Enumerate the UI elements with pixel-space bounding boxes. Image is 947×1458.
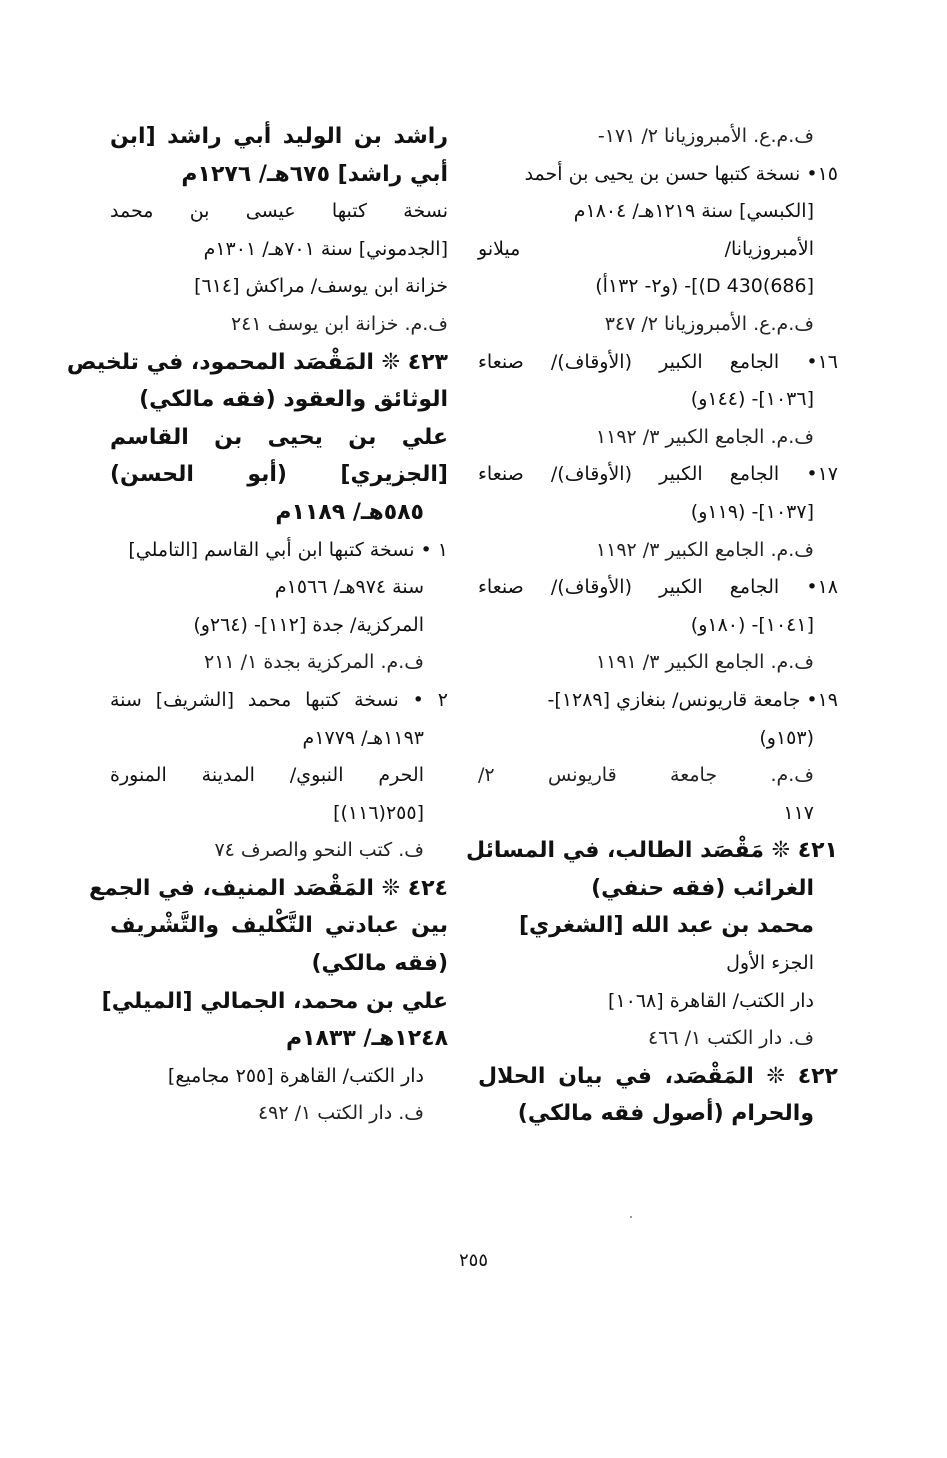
right-column-line: ١٦• الجامع الكبير (الأوقاف)/ صنعاء [478, 350, 838, 373]
right-column-line: ٤٢١ ❊ مَقْصَد الطالب، في المسائل [465, 838, 838, 864]
left-column-line: ٤٢٣ ❊ المَقْصَد المحمود، في تلخيص [66, 349, 448, 375]
right-column-line: ١٩• جامعة قاريونس/ بنغازي [١٢٨٩]- [547, 688, 838, 711]
right-column-line: ف.م. جامعة قاريونس ٢/ [478, 764, 814, 787]
left-column-line: [٢٥٥(١١٦)] [333, 801, 424, 824]
right-column-line: [الكبسي] سنة ١٢١٩هـ/ ١٨٠٤م [573, 200, 814, 223]
right-column-line: [١٠٣٧]- (١١٩و) [690, 500, 814, 523]
left-column-line: ٤٢٤ ❊ المَقْصَد المنيف، في الجمع [89, 875, 448, 901]
right-column-line: دار الكتب/ القاهرة [١٠٦٨] [608, 989, 814, 1012]
left-column-line: راشد بن الوليد أبي راشد [ابن [110, 124, 448, 149]
left-column-line: أبي راشد] ٦٧٥هـ/ ١٢٧٦م [181, 161, 448, 187]
left-column-line: نسخة كتبها عيسى بن محمد [110, 200, 448, 223]
left-column-line: [الجدموني] سنة ٧٠١هـ/ ١٣٠١م [203, 237, 448, 260]
left-column-line: ف.م. خزانة ابن يوسف ٢٤١ [230, 312, 448, 335]
right-column-line: والحرام (أصول فقه مالكي) [517, 1101, 814, 1127]
left-column [66, 118, 448, 1133]
left-column-line: علي بن محمد، الجمالي [الميلي] [101, 988, 448, 1014]
right-column-line: [١٠٣٦]- (١٤٤و) [690, 388, 814, 411]
right-column-line: ف.م. الجامع الكبير ٣/ ١١٩١ [595, 651, 814, 674]
right-column-line: ف.م.ع. الأمبروزيانا ٢/ ١٧١- [597, 125, 814, 147]
left-column-line: (فقه مالكي) [311, 951, 448, 977]
left-column-line: ١٢٤٨هـ/ ١٨٣٣م [285, 1026, 448, 1052]
right-column-line: ١٨• الجامع الكبير (الأوقاف)/ صنعاء [478, 576, 838, 599]
left-column-line: ف.م. المركزية بجدة ١/ ٢١١ [204, 651, 424, 674]
left-column-line: علي بن يحيى بن القاسم [110, 424, 448, 450]
page-number: ٢٥٥ [458, 1250, 488, 1271]
right-column-line: ٤٢٢ ❊ المَقْصَد، في بيان الحلال [478, 1063, 838, 1089]
right-column-line: [686)D 430)]- (و٢- ١٣٢أ) [595, 275, 814, 298]
left-column-line: ف. دار الكتب ١/ ٤٩٢ [257, 1102, 424, 1125]
left-column-line: [الجزيري] (أبو الحسن) [110, 462, 448, 488]
left-column-line: ف. كتب النحو والصرف ٧٤ [214, 839, 424, 862]
left-column-line: الحرم النبوي/ المدينة المنورة [110, 764, 424, 787]
left-column-line: ٢ • نسخة كتبها محمد [الشريف] سنة [110, 688, 448, 711]
left-column-line: المركزية/ جدة [١١٢]- (٢٦٤و) [193, 613, 424, 636]
right-column-line: (١٥٣و) [759, 726, 814, 749]
right-column-line: ف.م.ع. الأمبروزيانا ٢/ ٣٤٧ [604, 312, 814, 335]
scan-speck [630, 1216, 632, 1218]
left-column-line: خزانة ابن يوسف/ مراكش [٦١٤] [194, 275, 448, 298]
right-column-line: ف.م. الجامع الكبير ٣/ ١١٩٢ [595, 425, 814, 448]
left-column-line: دار الكتب/ القاهرة [٢٥٥ مجاميع] [167, 1064, 424, 1087]
right-column-line: محمد بن عبد الله [الشغري] [518, 913, 814, 939]
right-column-line: ١١٧ [783, 801, 814, 824]
right-column-line: الجزء الأول [726, 952, 814, 975]
left-column-line: ٥٨٥هـ/ ١١٨٩م [275, 499, 424, 525]
right-column-line: ف.م. الجامع الكبير ٣/ ١١٩٢ [595, 538, 814, 561]
left-column-line: ١ • نسخة كتبها ابن أبي القاسم [التاملي] [128, 538, 448, 561]
left-column-line: ١١٩٣هـ/ ١٧٧٩م [302, 726, 424, 749]
right-column-line: ف. دار الكتب ١/ ٤٦٦ [647, 1027, 814, 1050]
left-column-line: الوثائق والعقود (فقه مالكي) [139, 387, 448, 413]
left-column-line: سنة ٩٧٤هـ/ ١٥٦٦م [274, 576, 424, 599]
right-column-line: الأمبروزيانا/ ميلانو [478, 237, 814, 260]
left-column-line: بين عبادتي التَّكْليف والتَّشْريف [110, 913, 448, 939]
right-column-line: الغرائب (فقه حنفي) [591, 875, 814, 901]
right-column-line: [١٠٤١]- (١٨٠و) [690, 613, 814, 636]
right-column-line: ١٥• نسخة كتبها حسن بن يحيى بن أحمد [524, 162, 838, 185]
right-column [465, 118, 838, 1133]
right-column-line: ١٧• الجامع الكبير (الأوقاف)/ صنعاء [478, 463, 838, 486]
